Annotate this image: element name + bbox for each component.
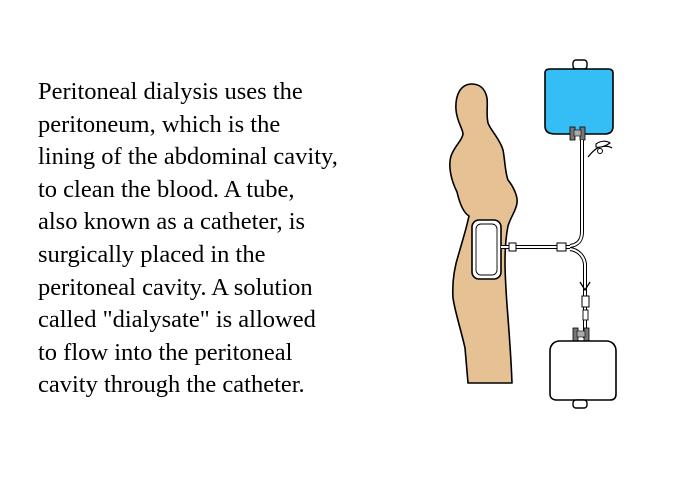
text-line-9: to flow into the peritoneal <box>38 338 293 366</box>
drain-bag <box>550 341 616 400</box>
outflow-tube <box>570 249 585 338</box>
text-line-5: also known as a catheter, is <box>38 208 306 236</box>
bag-port-connector <box>574 130 581 136</box>
body-paragraph <box>38 76 398 402</box>
bag-hanger <box>573 60 587 69</box>
peritoneal-dialysis-illustration <box>430 55 630 420</box>
text-line-6: surgically placed in the <box>38 240 266 268</box>
text-line-3: lining of the abdominal cavity, <box>38 143 338 171</box>
drain-bag-hanger <box>573 400 587 408</box>
text-line-2: peritoneum, which is the <box>38 110 281 138</box>
text-line-1: Peritoneal dialysis uses the <box>38 78 303 105</box>
text-line-8: called "dialysate" is allowed <box>38 306 316 334</box>
text-line-4: to clean the blood. A tube, <box>38 175 295 203</box>
dialysate-bag <box>545 69 613 134</box>
catheter-connector <box>509 243 516 251</box>
junction-connector <box>557 243 566 251</box>
text-line-7: peritoneal cavity. A solution <box>38 273 313 301</box>
text-line-10: cavity through the catheter. <box>38 371 305 399</box>
outflow-connector <box>582 296 589 307</box>
